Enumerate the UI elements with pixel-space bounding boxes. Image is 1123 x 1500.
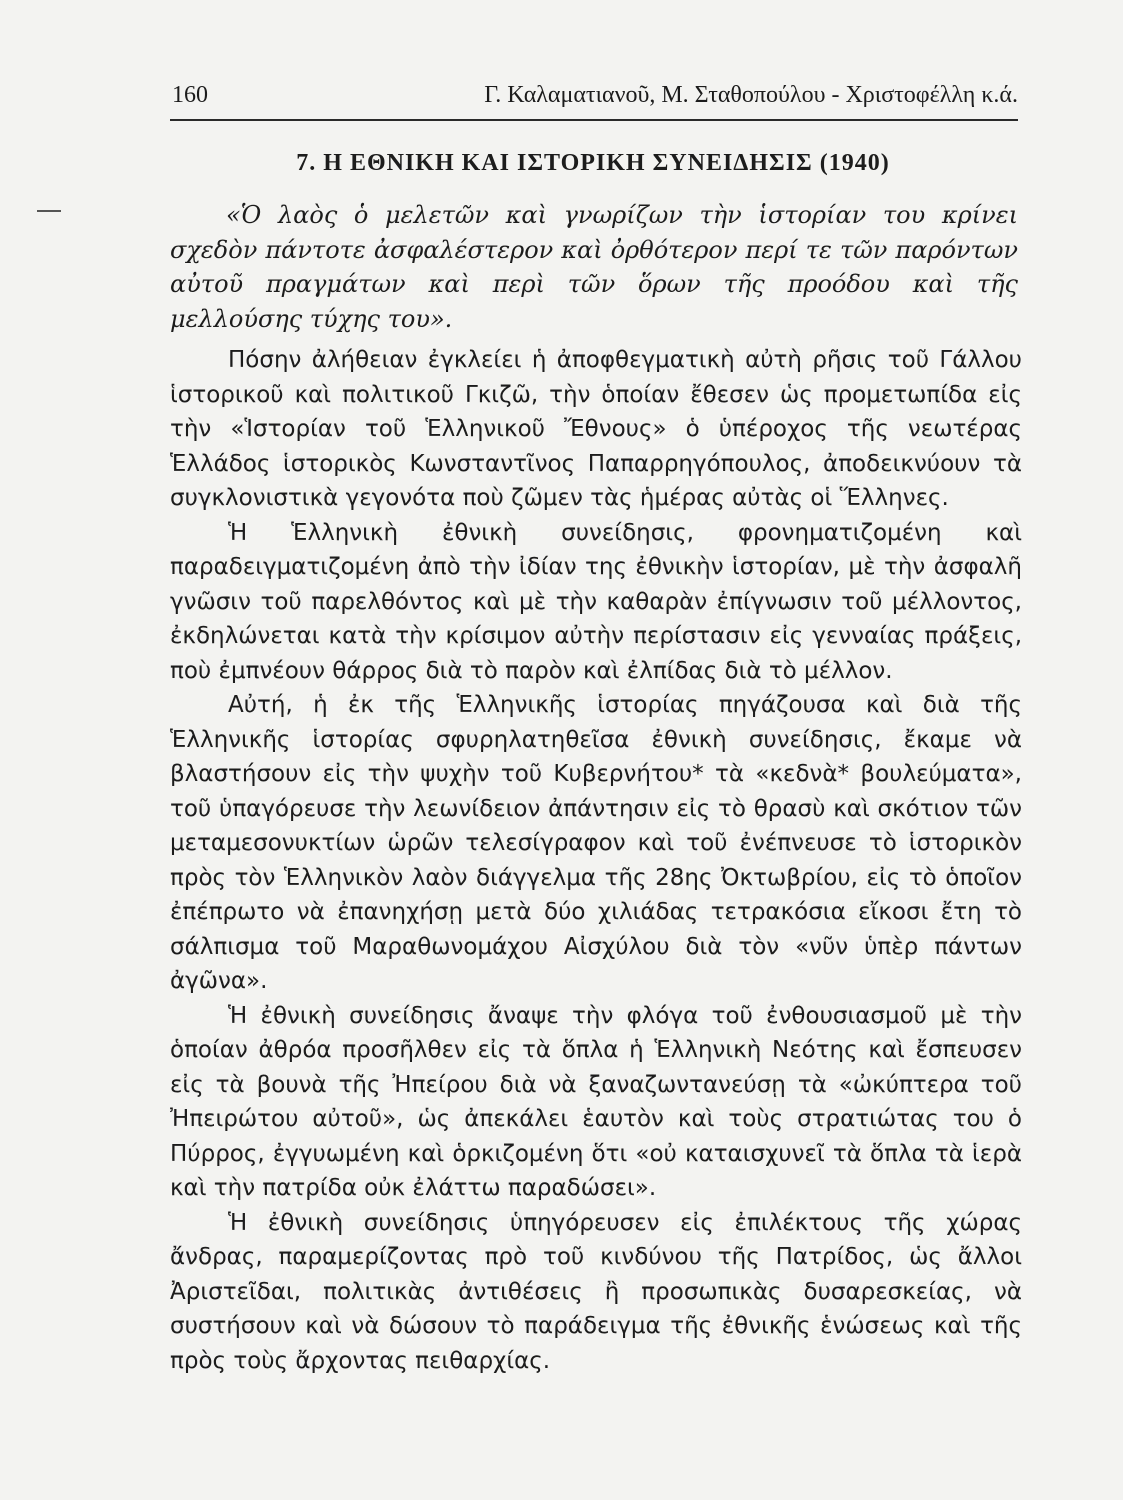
running-head-authors: Γ. Καλαματιανοῦ, Μ. Σταθοπούλου - Χριστοφέλλη κ.ά. bbox=[484, 82, 1018, 108]
section-title: 7. Η ΕΘΝΙΚΗ ΚΑΙ ΙΣΤΟΡΙΚΗ ΣΥΝΕΙΔΗΣΙΣ (1940) bbox=[296, 150, 890, 176]
page-number: 160 bbox=[172, 82, 208, 108]
body-text bbox=[170, 343, 1022, 1378]
paragraph-5: Ἡ ἐθνικὴ συνείδησις ὑπηγόρευσεν εἰς ἐπιλέκτους τῆς χώρας ἄνδρας, παραμερίζοντας πρὸ τοῦ κινδύνου τῆς Πατρίδος, ὡς ἄλλοι Ἀριστεῖδαι, πολιτικὰς ἀντιθέσεις ἢ προσωπικὰς δυσαρεσκείας, νὰ συστήσουν καὶ νὰ δώσουν τὸ παράδειγμα τῆς ἐθνικῆς ἑνώσεως καὶ τῆς πρὸς τοὺς ἄρχοντας πειθαρχίας. bbox=[170, 1209, 1022, 1374]
paragraph-1: Πόσην ἀλήθειαν ἐγκλείει ἡ ἀποφθεγματικὴ αὐτὴ ρῆσις τοῦ Γάλλου ἱστορικοῦ καὶ πολιτικοῦ Γκιζῶ, τὴν ὁποίαν ἔθεσεν ὡς προμετωπίδα εἰς τὴν «Ἱστορίαν τοῦ Ἑλληνικοῦ Ἔθνους» ὁ ὑπέροχος τῆς νεωτέρας Ἑλλάδος ἱστορικὸς Κωνσταντῖνος Παπαρρηγόπουλος, ἀποδεικνύουν τὰ συγκλονιστικὰ γεγονότα ποὺ ζῶμεν τὰς ἡμέρας αὐτὰς οἱ Ἕλληνες. bbox=[170, 347, 1022, 511]
paragraph-2: Ἡ Ἑλληνικὴ ἐθνικὴ συνείδησις, φρονηματιζομένη καὶ παραδειγματιζομένη ἀπὸ τὴν ἰδίαν της ἐθνικὴν ἱστορίαν, μὲ τὴν ἀσφαλῆ γνῶσιν τοῦ παρελθόντος καὶ μὲ τὴν καθαρὰν ἐπίγνωσιν τοῦ μέλλοντος, ἐκδηλώνεται κατὰ τὴν κρίσιμον αὐτὴν περίστασιν εἰς γενναίας πράξεις, ποὺ ἐμπνέουν θάρρος διὰ τὸ παρὸν καὶ ἐλπίδας διὰ τὸ μέλλον. bbox=[170, 519, 1022, 684]
paragraph-4: Ἡ ἐθνικὴ συνείδησις ἄναψε τὴν φλόγα τοῦ ἐνθουσιασμοῦ μὲ τὴν ὁποίαν ἀθρόα προσῆλθεν εἰς τὰ ὅπλα ἡ Ἑλληνικὴ Νεότης καὶ ἔσπευσεν εἰς τὰ βουνὰ τῆς Ἠπείρου διὰ νὰ ξαναζωντανεύσῃ τὰ «ὠκύπτερα τοῦ Ἠπειρώτου αὐτοῦ», ὡς ἀπεκάλει ἑαυτὸν καὶ τοὺς στρατιώτας του ὁ Πύρρος, ἐγγυωμένη καὶ ὁρκιζομένη ὅτι «οὐ καταισχυνεῖ τὰ ὅπλα τὰ ἱερὰ καὶ τὴν πατρίδα οὐκ ἐλάττω παραδώσει». bbox=[170, 1002, 1022, 1201]
epigraph-quote: «Ὁ λαὸς ὁ μελετῶν καὶ γνωρίζων τὴν ἱστορίαν του κρίνει σχεδὸν πάντοτε ἀσφαλέστερον καὶ ὀρθότερον περί τε τῶν παρόντων αὐτοῦ πραγμάτων καὶ περὶ τῶν ὅρων τῆς προόδου καὶ τῆς μελλούσης τύχης του». bbox=[170, 201, 1018, 333]
running-head bbox=[172, 82, 1018, 114]
header-rule bbox=[170, 119, 1018, 121]
margin-pencil-mark bbox=[37, 210, 61, 212]
paragraph-3: Αὐτή, ἡ ἐκ τῆς Ἑλληνικῆς ἱστορίας πηγάζουσα καὶ διὰ τῆς Ἑλληνικῆς ἱστορίας σφυρηλατηθεῖσα ἐθνικὴ συνείδησις, ἔκαμε νὰ βλαστήσουν εἰς τὴν ψυχὴν τοῦ Κυβερνήτου* τὰ «κεδνὰ* βουλεύματα», τοῦ ὑπαγόρευσε τὴν λεωνίδειον ἀπάντησιν εἰς τὸ θρασὺ καὶ σκότιον τῶν μεταμεσονυκτίων ὡρῶν τελεσίγραφον καὶ τοῦ ἐνέπνευσε τὸ ἱστορικὸν πρὸς τὸν Ἑλληνικὸν λαὸν διάγγελμα τῆς 28ης Ὀκτωβρίου, εἰς τὸ ὁποῖον ἐπέπρωτο νὰ ἐπανηχήσῃ μετὰ δύο χιλιάδας τετρακόσια εἴκοσι ἔτη τὸ σάλπισμα τοῦ Μαραθωνομάχου Αἰσχύλου διὰ τὸν «νῦν ὑπὲρ πάντων ἀγῶνα». bbox=[170, 692, 1022, 994]
